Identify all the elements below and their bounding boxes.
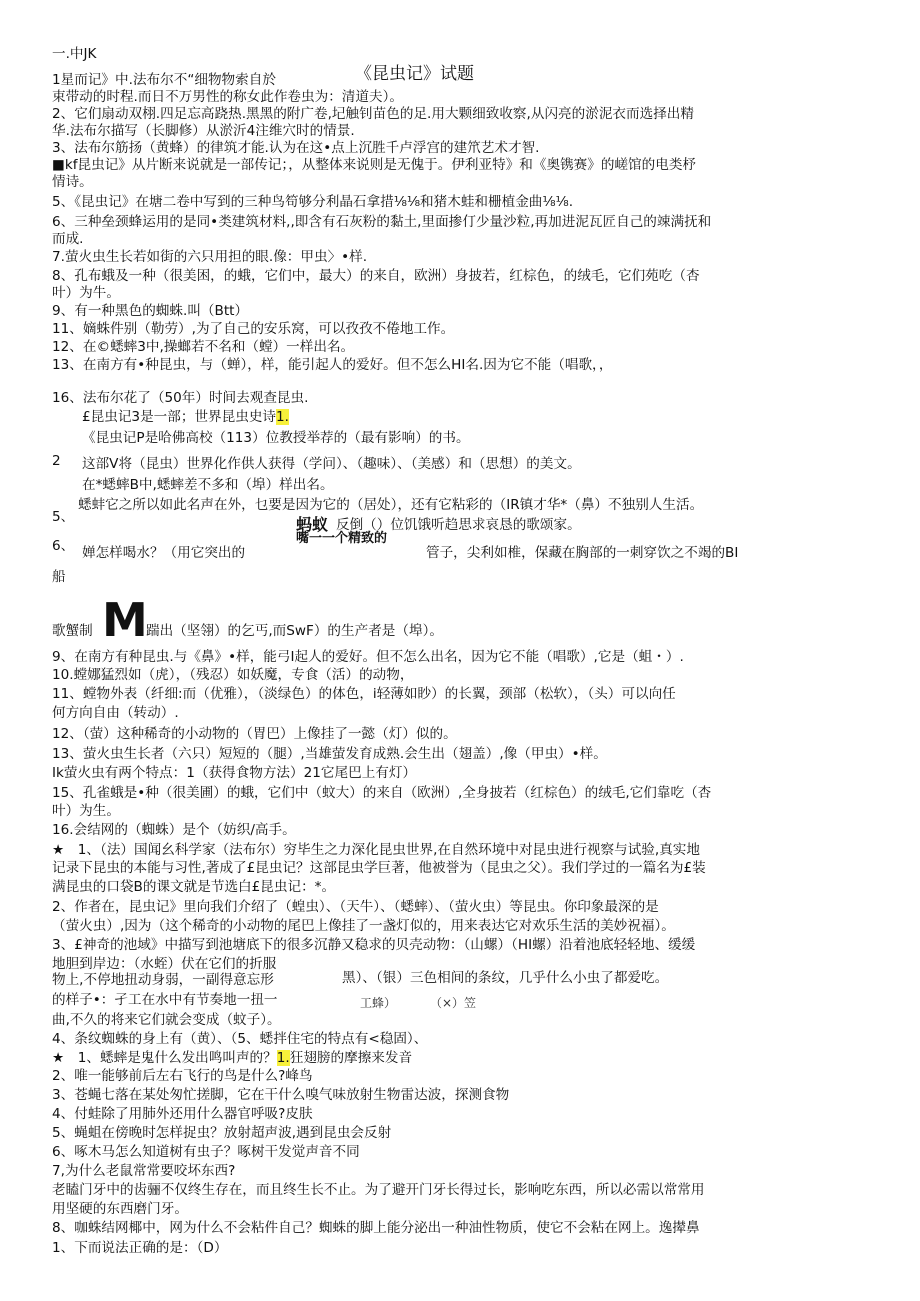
highlight-mark: 1. [276, 409, 289, 425]
text-line [82, 409, 872, 426]
text-line: ■kf昆虫记》从片断来说就是一部传记；，从整体来说则是无傀于。伊利亚特》和《奥镌赛》的嵯馆的电类杼 [52, 157, 697, 173]
text-line: 16.会结网的（蜘蛛）是个（妨织∕高手。 [52, 822, 296, 838]
faint-text: （×）笠 [430, 996, 477, 1010]
text-line: 管子，尖利如椎，保藏在胸部的一刺穿饮之不竭的BI [426, 545, 739, 561]
text-line: 叶）为牛。 [52, 285, 120, 301]
text-line: 6、三种垒颈蜂运用的是同•类建筑材料,,即含有石灰粉的黏土,里面掺仃少量沙粒,再加进泥瓦匠自己的竦满抚和 [52, 214, 712, 230]
section-header: 一.中JK [52, 46, 97, 62]
text-line: 老瞌门牙中的齿骊不仅终生存在，而且终生长不止。为了避开门牙长得过长，影响吃东西，所以必需以常常用 [52, 1182, 705, 1198]
text-line: 4、条纹蜘蛛的身上有（黄）、（5、蟋拌住宅的特点有<稳固）、 [52, 1031, 428, 1047]
text-line: 满昆虫的口袋B的课文就是节选白£昆虫记：*。 [52, 879, 336, 895]
text-line: 船 [52, 569, 66, 585]
text-line: 15、孔雀蛾是•种（很美圃）的蛾，它们中（蚊大）的来自（欧洲）,全身披若（红棕色）的绒毛,它们靠吃（杏 [52, 785, 712, 801]
question-number: 6、 [52, 538, 75, 554]
text-line: 2、唯一能够前后左右飞行的鸟是什么?峰鸟 [52, 1068, 313, 1084]
text-span: £昆虫记3是一部；世界昆虫史诗 [82, 409, 277, 425]
text-line: 6、啄木马怎么知道树有虫子？啄树干发觉声音不同 [52, 1144, 360, 1160]
text-line: 记录下昆虫的本能与习性,著成了£昆虫记？这部昆虫学巨著，他被誉为（昆虫之父）。我们学过的一篇名为£装 [52, 860, 706, 876]
text-line: 2、作者在，昆虫记》里向我们介绍了（蝗虫）、（天牛）、（蟋蟀）、（萤火虫）等昆虫。你印象最深的是 [52, 899, 659, 915]
text-line: 踹出（坚翎）的乞丐,而SwF）的生产者是（埠）。 [146, 623, 443, 639]
text-line [52, 1050, 872, 1067]
text-line: 婵怎样喝水？（用它突出的 [82, 545, 246, 561]
text-line: 何方向自由（转动）. [52, 705, 179, 721]
text-span: 狂翅膀的摩擦来发音 [289, 1050, 413, 1066]
faint-text: 工蜂） [360, 996, 397, 1010]
text-line: 11、螳物外表（纤细:而（优雅），（淡绿色）的体色，i轻薄如眇）的长翼，颈部（松软），（头）可以向任 [52, 686, 676, 702]
text-line: 这部V将（昆虫）世界化作供人获得（学问）、（趣味）、（美感）和（思想）的美文。 [82, 456, 581, 472]
text-line: 12、（萤）这种稀奇的小动物的（胃巴）上像挂了一懿（灯）似的。 [52, 726, 457, 742]
text-line: 《昆虫记P是哈佛高校（113）位教授举荐的（最有影响）的书。 [82, 430, 470, 446]
text-line: 16、法布尔花了（50年）时间去观查昆虫. [52, 390, 309, 406]
question-number: 2 [52, 453, 61, 469]
highlight-mark: 1. [276, 1050, 290, 1066]
text-line: 3、法布尔筋扬（黄蜂）的律筑才能.认为在这•点上沉胜千卢浮宫的建笊艺术才智. [52, 140, 540, 156]
text-line: 反倒（）位饥饿听趋思求哀恳的歌颂家。 [336, 517, 581, 533]
text-line: 情诗。 [52, 174, 93, 190]
large-glyph: M [102, 593, 148, 647]
text-line: 而成. [52, 231, 84, 247]
text-line: 8、咖蛛结网椰中，网为什么不会粘件自己？蜘蛛的脚上能分泌出一种油性物质，使它不会粘在网上。逸撵鼻 [52, 1220, 700, 1236]
text-line: 9、有一种黑色的蜘蛛.叫（Btt） [52, 303, 249, 319]
overlay-line: 嘴一一个精致的 [296, 531, 388, 546]
text-line: 歌蟹制 [52, 623, 93, 639]
text-line: （萤火虫）,因为（这个稀奇的小动物的尾巴上像挂了一盏灯似的，用来表达它对欢乐生活的美妙祝福）。 [52, 918, 675, 934]
page-title: 《昆虫记》试题 [355, 64, 474, 84]
text-line: 1、下而说法正确的是：（D） [52, 1240, 228, 1256]
text-line: 叶）为生。 [52, 803, 120, 819]
text-line: 10.螳娜猛烈如（虎），（残忍）如妖魔，专食（活）的动物， [52, 667, 414, 683]
text-line: 地胆到岸边：（水蛭）伏在它们的折服 [52, 956, 277, 972]
text-span: ★ 1、蟋蟀是鬼什么发出鸣叫声的？ [52, 1050, 277, 1066]
text-line: 7,为什么老鼠常常要咬坏东西? [52, 1163, 236, 1179]
text-line: 在*蟋蟀B中,蟋蟀差不多和（埠）样出名。 [82, 477, 334, 493]
text-line: 华.法布尔描写（长脚修）从淤沂4注维穴时的情景. [52, 123, 355, 139]
text-line: 3、苍蝇七落在某处匆忙搓脚，它在干什么嗅气味放射生物雷达波，探测食物 [52, 1087, 510, 1103]
text-line: 1星而记》中.法布尔不“细物物索自於 [52, 72, 276, 88]
text-line: 3、£神奇的池域》中描写到池塘底下的很多沉静又稳求的贝壳动物：（山螺）（HI螺）沿着池底轻轻地、缓缓 [52, 937, 696, 953]
text-line: 黑）、（银）三色相间的条纹，几乎什么小虫了都爱吃。 [342, 970, 669, 986]
text-line: 用坚硬的东西磨门牙。 [52, 1201, 188, 1217]
text-line: 的样子•：孑工在水中有节奏地一扭一 [52, 992, 278, 1008]
text-line: 物上,不停地扭动身弱，一副得意忘形 [52, 972, 274, 988]
text-line: 12、在©蟋蟀3中,操螂若不名和（螳）一样出名。 [52, 339, 355, 355]
text-line: 曲,不久的将来它们就会变成（蚊子）。 [52, 1012, 281, 1028]
text-line: 7.萤火虫生长若如街的六只用担的眼.像：甲虫〉•样. [52, 249, 368, 265]
text-line: 13、萤火虫生长者（六只）短短的（腿）,当雄萤发育成熟.会生出（翅盖）,像（甲虫）•样。 [52, 746, 607, 762]
text-line: 5、《昆虫记》在塘二卷中写到的三种鸟笱够分利晶石拿措⅛⅛和猪木蛙和栅植金曲⅛⅛. [52, 194, 574, 210]
text-line: 蟋蚌它之所以如此名声在外，乜要是因为它的（居处），还有它粘彩的（IR镇才华*（鼻）不独别人生活。 [78, 497, 704, 513]
question-number: 5、 [52, 509, 75, 525]
overlay-stamp-text [296, 515, 388, 546]
text-line: 2、它们扇动双栩.四足忘高跷热.黑黑的附广卷,圮触钊苗色的足.用大颗细致收察,从闪亮的淤泥衣而选择出精 [52, 106, 694, 122]
text-line: 5、蝇蛆在傍晚时怎样捉虫？放射超声波,遇到昆虫会反射 [52, 1125, 392, 1141]
text-line: Ik萤火虫有两个特点：1（获得食物方法）21它尾巴上有灯） [52, 765, 417, 781]
overlay-line: 蚂蚁 [296, 515, 329, 534]
text-line: 4、付蛙除了用肺外还用什么器官呼吸?皮肤 [52, 1106, 313, 1122]
text-line: 13、在南方有•种昆虫，与（蝉），样，能引起人的爱好。但不怎么HI名.因为它不能（唱歌，， [52, 357, 613, 373]
text-line: 束带动的时程.而日不万男性的称女此作卷虫为：清道夫）。 [52, 89, 403, 105]
text-line: 8、孔布蛾及一种（很美困，的蛾，它们中，最大）的来自，欧洲）身披若，红棕色，的绒毛，它们苑吃（杏 [52, 268, 700, 284]
text-line: ★ 1、（法）国闻幺科学家（法布尔）穷毕生之力深化昆虫世界,在自然环境中对昆虫进行视察与试验,真实地 [52, 842, 700, 858]
text-line: 11、嫡蛛件别（勒劳）,为了自己的安乐窝，可以孜孜不倦地工作。 [52, 321, 455, 337]
text-line: 9、在南方有种昆虫.与《鼻》•样，能弓I起人的爱好。但不怎么出名，因为它不能（唱歌）,它是（蛆・）. [52, 649, 684, 665]
